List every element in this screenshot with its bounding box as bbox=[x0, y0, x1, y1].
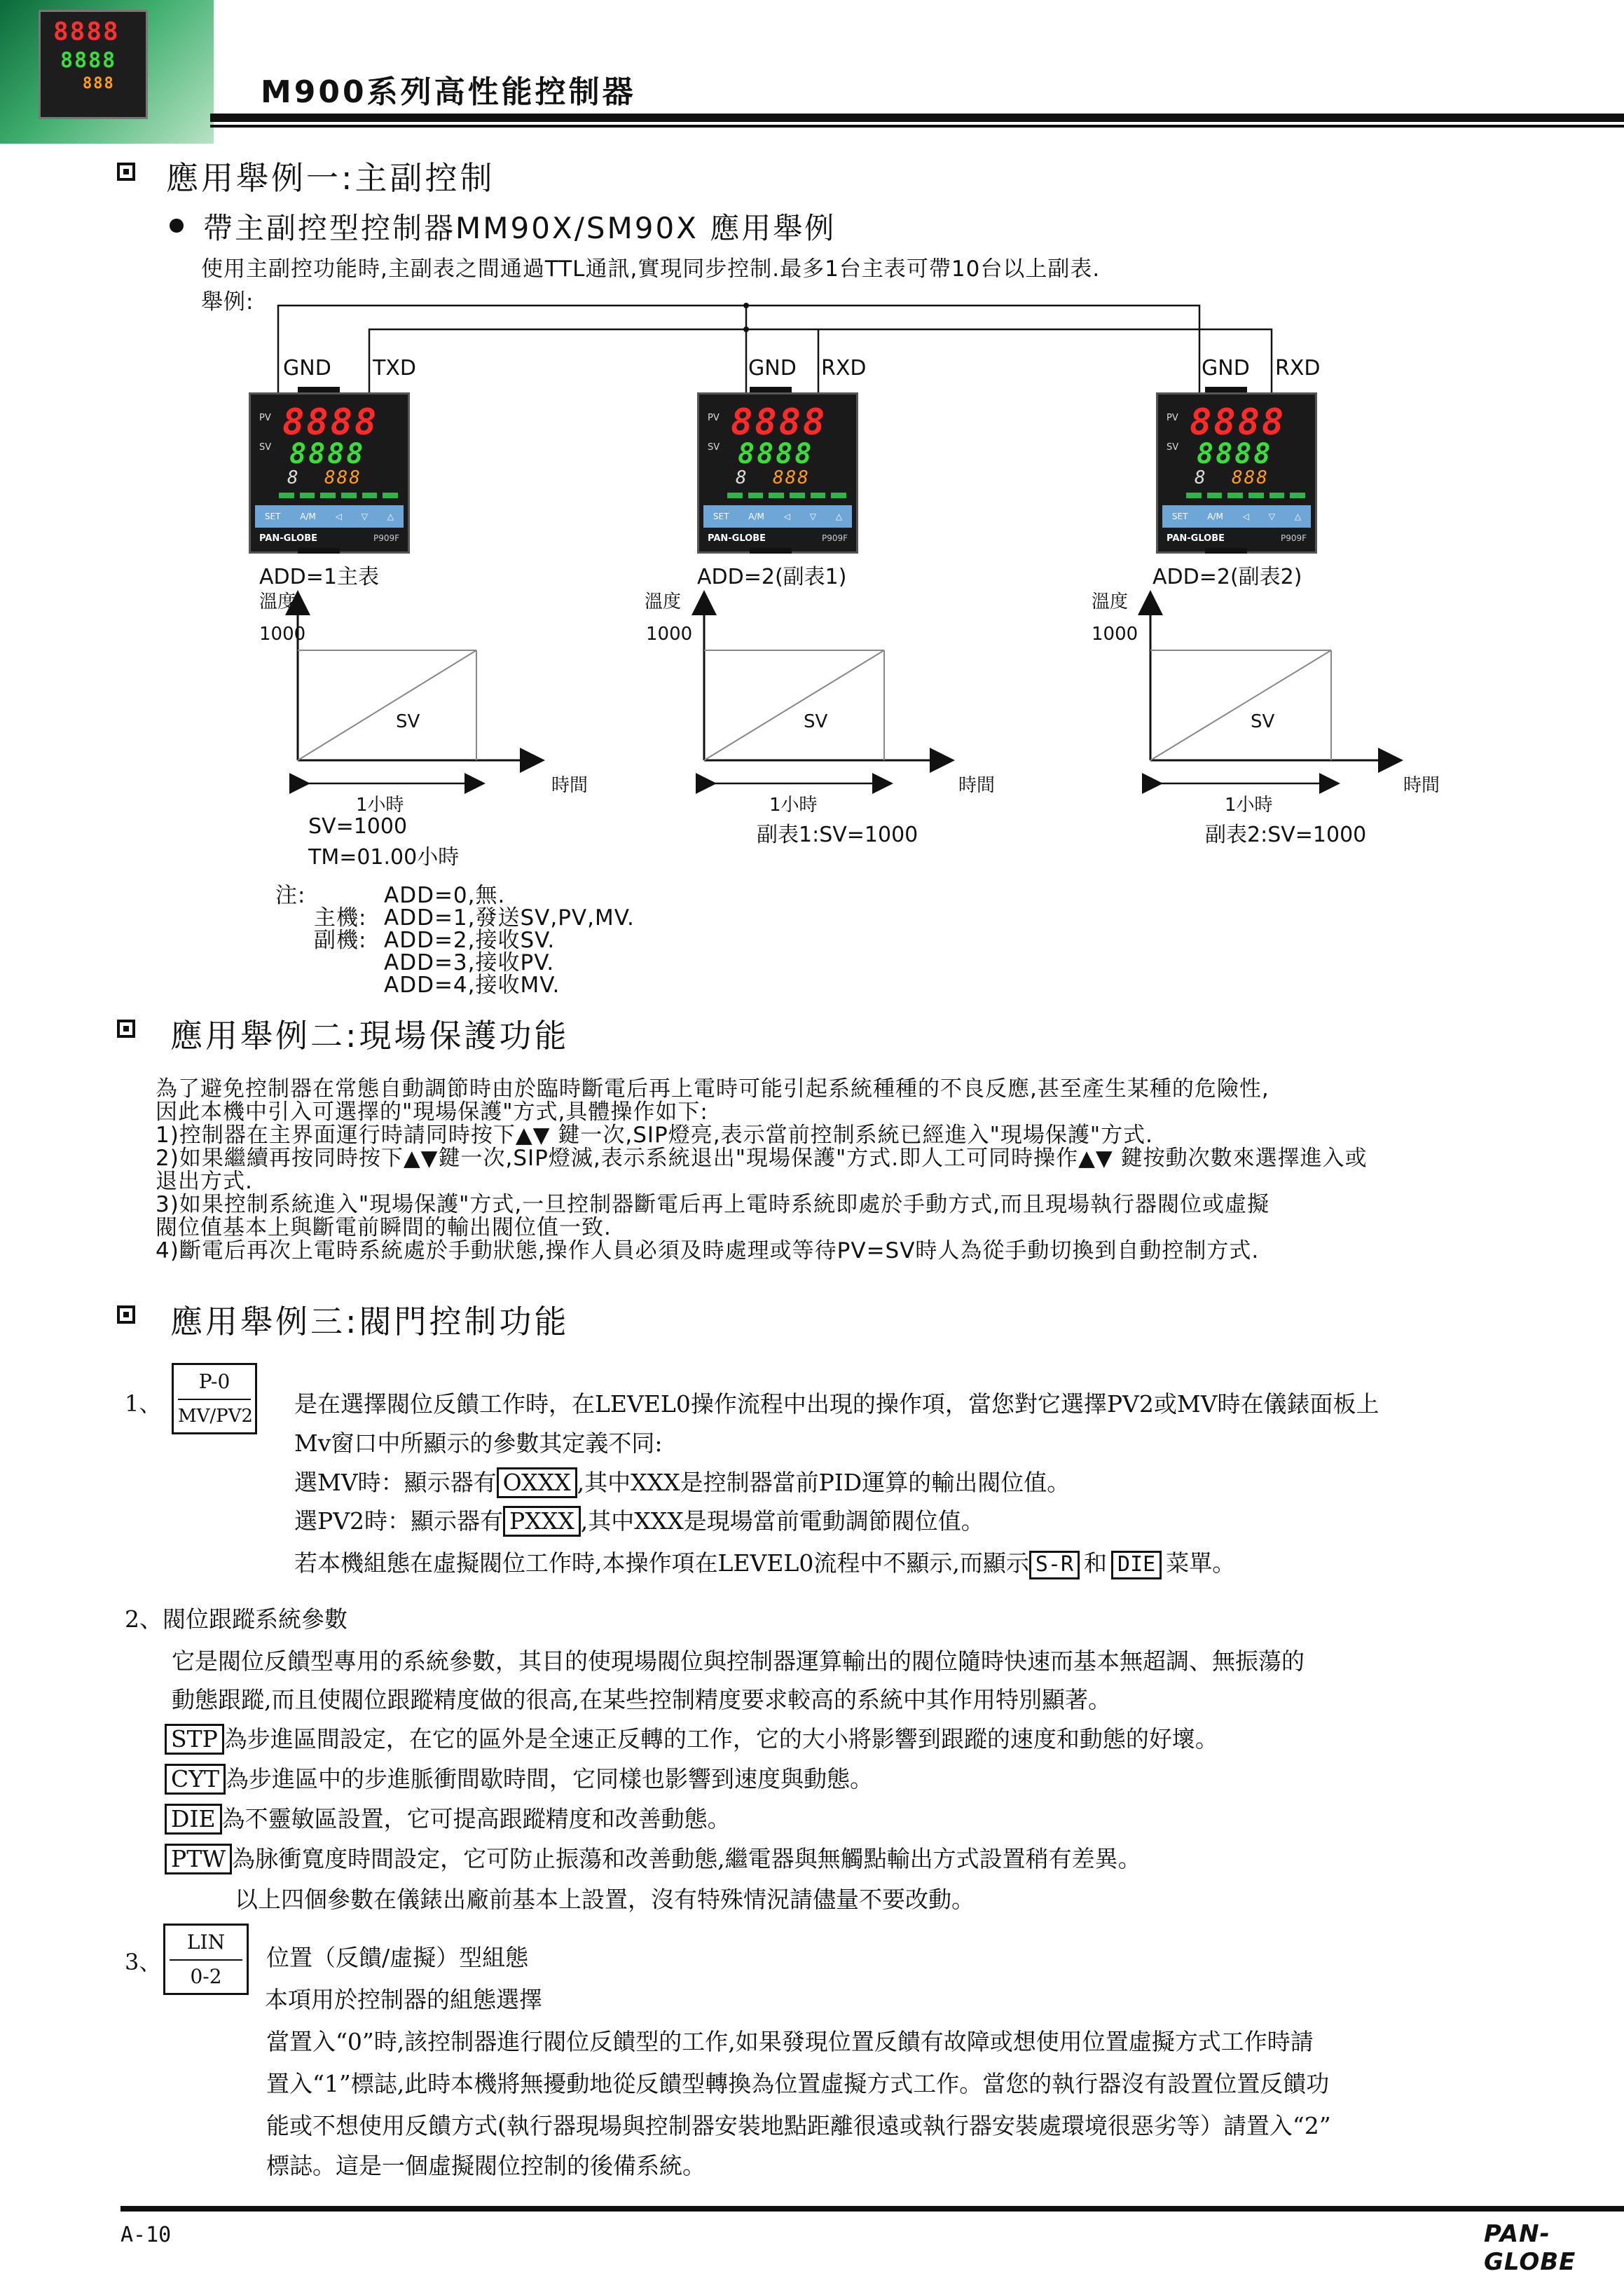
out2-display: 888 bbox=[1232, 467, 1269, 488]
item3-line1: 本項用於控制器的組態選擇 bbox=[265, 1986, 542, 2013]
unit-gnd-label: GND bbox=[283, 356, 331, 381]
device-model: P909F bbox=[821, 533, 848, 543]
left-key-icon: ◁ bbox=[783, 512, 790, 521]
section2-heading: 應用舉例二:現場保護功能 bbox=[170, 1017, 570, 1055]
left-key-icon: ◁ bbox=[335, 512, 342, 521]
up-key-icon: △ bbox=[387, 512, 394, 521]
item3-param-box bbox=[163, 1924, 249, 1995]
device-brand: PAN-GLOBE bbox=[1167, 533, 1225, 544]
note-add4: ADD=4,接收MV. bbox=[384, 973, 560, 998]
item1-virt-pre: 若本機組態在虛擬閥位工作時,本操作項在LEVEL0流程中不顯示,而顯示 bbox=[294, 1549, 1029, 1577]
device-keypad bbox=[1162, 505, 1311, 528]
device-tab bbox=[750, 387, 792, 392]
section1-heading: 應用舉例一:主副控制 bbox=[166, 159, 495, 197]
section-marker-icon bbox=[117, 1305, 135, 1324]
header-device-icon bbox=[39, 10, 148, 119]
item1-line1: 是在選擇閥位反饋工作時，在LEVEL0操作流程中出現的操作項，當您對它選擇PV2或MV時在儀錶面板上 bbox=[294, 1390, 1379, 1418]
device-tab bbox=[1205, 387, 1247, 392]
header-device-sv: 8888 bbox=[60, 48, 117, 73]
note-add0: ADD=0,無. bbox=[384, 883, 506, 908]
param-row-cyt bbox=[165, 1761, 873, 1795]
item1-virt-box-sr: S-R bbox=[1029, 1551, 1080, 1579]
chart1-duration: 1小時 bbox=[356, 795, 404, 816]
item3-line3: 置入“1”標誌,此時本機將無擾動地從反饋型轉換為位置虛擬方式工作。當您的執行器沒有設置位置反饋功 bbox=[266, 2070, 1330, 2097]
section1-bullet-title: 帶主副控型控制器MM90X/SM90X 應用舉例 bbox=[203, 211, 837, 245]
temperature-time-charts bbox=[0, 589, 1624, 820]
unit-signal-label: RXD bbox=[1275, 356, 1321, 381]
example-label: 舉例: bbox=[201, 289, 254, 315]
item1-virt-post: 菜單。 bbox=[1166, 1549, 1236, 1577]
chart1-xlabel: 時間 bbox=[551, 775, 589, 796]
section2-line: 4)斷電后再次上電時系統處於手動狀態,操作人員必須及時處理或等待PV=SV時人為從手動切換到自動控制方式. bbox=[156, 1238, 1260, 1263]
item1-virt-and: 和 bbox=[1084, 1549, 1108, 1577]
note-slave-label: 副機: bbox=[314, 928, 367, 953]
unit-address: ADD=2(副表1) bbox=[697, 565, 847, 589]
item1-pv2-pre: 選PV2時：顯示器有 bbox=[294, 1507, 504, 1535]
item1-pv2-post: ,其中XXX是現場當前電動調節閥位值。 bbox=[580, 1507, 984, 1535]
chart3-ytick: 1000 bbox=[1092, 624, 1138, 645]
sv-label: SV bbox=[259, 442, 272, 453]
header-rule-thin bbox=[210, 125, 1624, 128]
left-key-icon: ◁ bbox=[1242, 512, 1249, 521]
item3-box-top: LIN bbox=[186, 1931, 226, 1954]
param-code-cyt: CYT bbox=[165, 1764, 226, 1795]
set-key: SET bbox=[264, 512, 281, 521]
item1-param-box bbox=[172, 1363, 257, 1434]
param-text-ptw: 為脉衝寬度時間設定，它可防止振蕩和改善動態,繼電器與無觸點輸出方式設置稍有差異。 bbox=[232, 1845, 1141, 1872]
note-add2: ADD=2,接收SV. bbox=[384, 928, 556, 953]
unit-signal-label: RXD bbox=[821, 356, 867, 381]
down-key-icon: ▽ bbox=[1268, 512, 1275, 521]
controller-device bbox=[697, 392, 858, 554]
item1-number: 1、 bbox=[125, 1390, 162, 1417]
section-marker-icon bbox=[117, 163, 135, 181]
device-keypad bbox=[255, 505, 404, 528]
out1-display: 8 bbox=[287, 467, 298, 488]
sv-display: 8888 bbox=[738, 438, 814, 470]
item1-mv-pre: 選MV時：顯示器有 bbox=[294, 1469, 497, 1496]
param-text-stp: 為步進區間設定，在它的區外是全速正反轉的工作，它的大小將影響到跟蹤的速度和動態的好壞。 bbox=[223, 1725, 1218, 1753]
device-model: P909F bbox=[1280, 533, 1307, 543]
item1-mv-post: ,其中XXX是控制器當前PID運算的輸出閥位值。 bbox=[577, 1469, 1071, 1496]
item1-pv2-box: PXXX bbox=[503, 1506, 581, 1537]
unit-address: ADD=1主表 bbox=[259, 565, 379, 589]
footer-rule bbox=[121, 2206, 1624, 2212]
sv-label: SV bbox=[708, 442, 720, 453]
up-key-icon: △ bbox=[835, 512, 843, 521]
chart1-ylabel: 溫度 bbox=[259, 591, 296, 612]
header-device-photo bbox=[0, 0, 214, 144]
chart3-ramp bbox=[1150, 650, 1331, 760]
pv-label: PV bbox=[1167, 413, 1178, 423]
device-tab bbox=[750, 548, 792, 554]
item1-line2: Mv窗口中所顯示的參數其定義不同: bbox=[294, 1430, 663, 1457]
chart2-note1: 副表1:SV=1000 bbox=[757, 823, 918, 847]
chart3-duration: 1小時 bbox=[1225, 795, 1273, 816]
item3-box-bottom: 0-2 bbox=[170, 1959, 242, 1993]
section2-line: 閥位值基本上與斷電前瞬間的輸出閥位值一致. bbox=[156, 1215, 612, 1240]
sv-display: 8888 bbox=[289, 438, 366, 470]
unit-address: ADD=2(副表2) bbox=[1152, 565, 1302, 589]
pv-display: 8888 bbox=[1190, 402, 1286, 444]
item2-title: 2、閥位跟蹤系統參數 bbox=[125, 1605, 347, 1633]
junction-dot bbox=[743, 327, 749, 332]
param-row-stp bbox=[165, 1721, 1218, 1755]
device-tab bbox=[298, 548, 340, 554]
chart1-note1: SV=1000 bbox=[308, 814, 408, 839]
item3-line5: 標誌。這是一個虛擬閥位控制的後備系統。 bbox=[266, 2152, 706, 2179]
chart2-sv-label: SV bbox=[804, 711, 828, 732]
down-key-icon: ▽ bbox=[809, 512, 816, 521]
chart2-duration: 1小時 bbox=[769, 795, 818, 816]
chart3-ylabel: 溫度 bbox=[1092, 591, 1129, 612]
item1-box-bottom: MV/PV2 bbox=[178, 1399, 251, 1432]
status-leds bbox=[727, 493, 846, 498]
header-rule bbox=[210, 114, 1624, 122]
section2-line: 因此本機中引入可選擇的"現場保護"方式,具體操作如下: bbox=[156, 1099, 708, 1125]
device-model: P909F bbox=[373, 533, 399, 543]
section2-line: 為了避免控制器在常態自動調節時由於臨時斷電后再上電時可能引起系統種種的不良反應,甚至產生某種的危險性, bbox=[156, 1076, 1269, 1102]
am-key: A/M bbox=[300, 512, 316, 521]
chart1-sv-label: SV bbox=[396, 711, 420, 732]
section2-line: 1)控制器在主界面運行時請同時按下▲▼ 鍵一次,SIP燈亮,表示當前控制系統已經進入"現場保護"方式. bbox=[156, 1123, 1153, 1148]
out2-display: 888 bbox=[324, 467, 362, 488]
chart2-ramp bbox=[704, 650, 884, 760]
status-leds bbox=[1186, 493, 1305, 498]
page-number: A-10 bbox=[121, 2223, 172, 2247]
out1-display: 8 bbox=[1195, 467, 1206, 488]
page-title: M900系列高性能控制器 bbox=[261, 74, 636, 110]
controller-device bbox=[1156, 392, 1317, 554]
chart1-ramp bbox=[298, 650, 476, 760]
unit-gnd-label: GND bbox=[1202, 356, 1250, 381]
section2-line: 退出方式. bbox=[156, 1169, 253, 1194]
param-row-die bbox=[165, 1801, 731, 1835]
param-code-die: DIE bbox=[165, 1804, 222, 1835]
section-marker-icon bbox=[117, 1020, 135, 1038]
device-tab bbox=[1205, 548, 1247, 554]
section1-desc: 使用主副控功能時,主副表之間通過TTL通訊,實現同步控制.最多1台主表可帶10台以上副表. bbox=[201, 256, 1101, 282]
out2-display: 888 bbox=[773, 467, 810, 488]
set-key: SET bbox=[713, 512, 729, 521]
section2-line: 2)如果繼續再按同時按下▲▼鍵一次,SIP燈滅,表示系統退出"現場保護"方式.即人工可同時操作▲▼ 鍵按動次數來選擇進入或 bbox=[156, 1146, 1368, 1171]
item2-closing: 以上四個參數在儀錶出廠前基本上設置，沒有特殊情況請儘量不要改動。 bbox=[235, 1886, 975, 1913]
header-device-pv: 8888 bbox=[53, 18, 120, 46]
pv-label: PV bbox=[259, 413, 271, 423]
pv-display: 8888 bbox=[731, 402, 827, 444]
down-key-icon: ▽ bbox=[361, 512, 368, 521]
am-key: A/M bbox=[1207, 512, 1223, 521]
pv-display: 8888 bbox=[282, 402, 379, 444]
header-device-out: 888 bbox=[83, 75, 115, 92]
gnd-bus-line bbox=[278, 306, 1199, 392]
up-key-icon: △ bbox=[1294, 512, 1302, 521]
note-master-label: 主機: bbox=[314, 905, 367, 931]
notes-label: 注: bbox=[275, 883, 306, 908]
item1-virt-box-die: DIE bbox=[1111, 1551, 1162, 1579]
unit-gnd-label: GND bbox=[748, 356, 797, 381]
item3-line2: 當置入“0”時,該控制器進行閥位反饋型的工作,如果發現位置反饋有故障或想使用位置虛擬方式工作時請 bbox=[266, 2028, 1314, 2055]
chart2-ytick: 1000 bbox=[646, 624, 693, 645]
device-keypad bbox=[703, 505, 852, 528]
item1-mv-box: OXXX bbox=[497, 1467, 577, 1498]
device-brand: PAN-GLOBE bbox=[259, 533, 318, 544]
controller-device bbox=[249, 392, 410, 554]
sv-label: SV bbox=[1167, 442, 1179, 453]
param-code-ptw: PTW bbox=[165, 1844, 232, 1874]
item1-pv2-line bbox=[294, 1503, 984, 1537]
pv-label: PV bbox=[708, 413, 720, 423]
chart3-xlabel: 時間 bbox=[1403, 775, 1440, 796]
item2-desc1: 它是閥位反饋型專用的系統參數，其目的使現場閥位與控制器運算輸出的閥位隨時快速而基本無超調、無振蕩的 bbox=[172, 1647, 1305, 1675]
param-row-ptw bbox=[165, 1841, 1141, 1874]
param-text-cyt: 為步進區中的步進脈衝間歇時間，它同樣也影響到速度與動態。 bbox=[226, 1765, 874, 1792]
device-brand: PAN-GLOBE bbox=[708, 533, 766, 544]
item1-virtual-line bbox=[294, 1545, 1235, 1579]
set-key: SET bbox=[1171, 512, 1188, 521]
out1-display: 8 bbox=[736, 467, 747, 488]
item3-number: 3、 bbox=[125, 1949, 162, 1975]
unit-signal-label: TXD bbox=[373, 356, 416, 381]
item3-line4: 能或不想使用反饋方式(執行器現場與控制器安裝地點距離很遠或執行器安裝處環境很惡劣等）請置入“2” bbox=[266, 2112, 1331, 2139]
chart1-note2: TM=01.00小時 bbox=[308, 845, 460, 870]
section2-line: 3)如果控制系統進入"現場保護"方式,一旦控制器斷電后再上電時系統即處於手動方式,而且現場執行器閥位或虛擬 bbox=[156, 1192, 1270, 1217]
item2-desc2: 動態跟蹤,而且使閥位跟蹤精度做的很高,在某些控制精度要求較高的系統中其作用特別顯著。 bbox=[172, 1686, 1111, 1713]
footer-brand-logo: PAN-GLOBE bbox=[1484, 2220, 1576, 2276]
chart2-ylabel: 溫度 bbox=[645, 591, 682, 612]
param-text-die: 為不靈敏區設置，它可提高跟蹤精度和改善動態。 bbox=[221, 1805, 731, 1832]
chart3-note1: 副表2:SV=1000 bbox=[1205, 823, 1367, 847]
sv-display: 8888 bbox=[1197, 438, 1273, 470]
am-key: A/M bbox=[748, 512, 764, 521]
chart3-sv-label: SV bbox=[1251, 711, 1275, 732]
bullet-icon bbox=[170, 219, 184, 233]
note-add1: ADD=1,發送SV,PV,MV. bbox=[384, 905, 635, 931]
item1-box-top: P-0 bbox=[198, 1370, 230, 1393]
param-code-stp: STP bbox=[165, 1724, 224, 1755]
junction-dot bbox=[743, 303, 749, 308]
item3-title: 位置（反饋/虛擬）型組態 bbox=[266, 1944, 529, 1971]
signal-bus-line bbox=[369, 329, 1272, 392]
chart1-ytick: 1000 bbox=[259, 624, 306, 645]
item1-mv-line bbox=[294, 1465, 1070, 1498]
device-tab bbox=[298, 387, 340, 392]
section3-heading: 應用舉例三:閥門控制功能 bbox=[170, 1303, 570, 1341]
wiring-diagram bbox=[0, 294, 1624, 406]
note-add3: ADD=3,接收PV. bbox=[384, 950, 555, 975]
status-leds bbox=[279, 493, 398, 498]
chart2-xlabel: 時間 bbox=[958, 775, 996, 796]
